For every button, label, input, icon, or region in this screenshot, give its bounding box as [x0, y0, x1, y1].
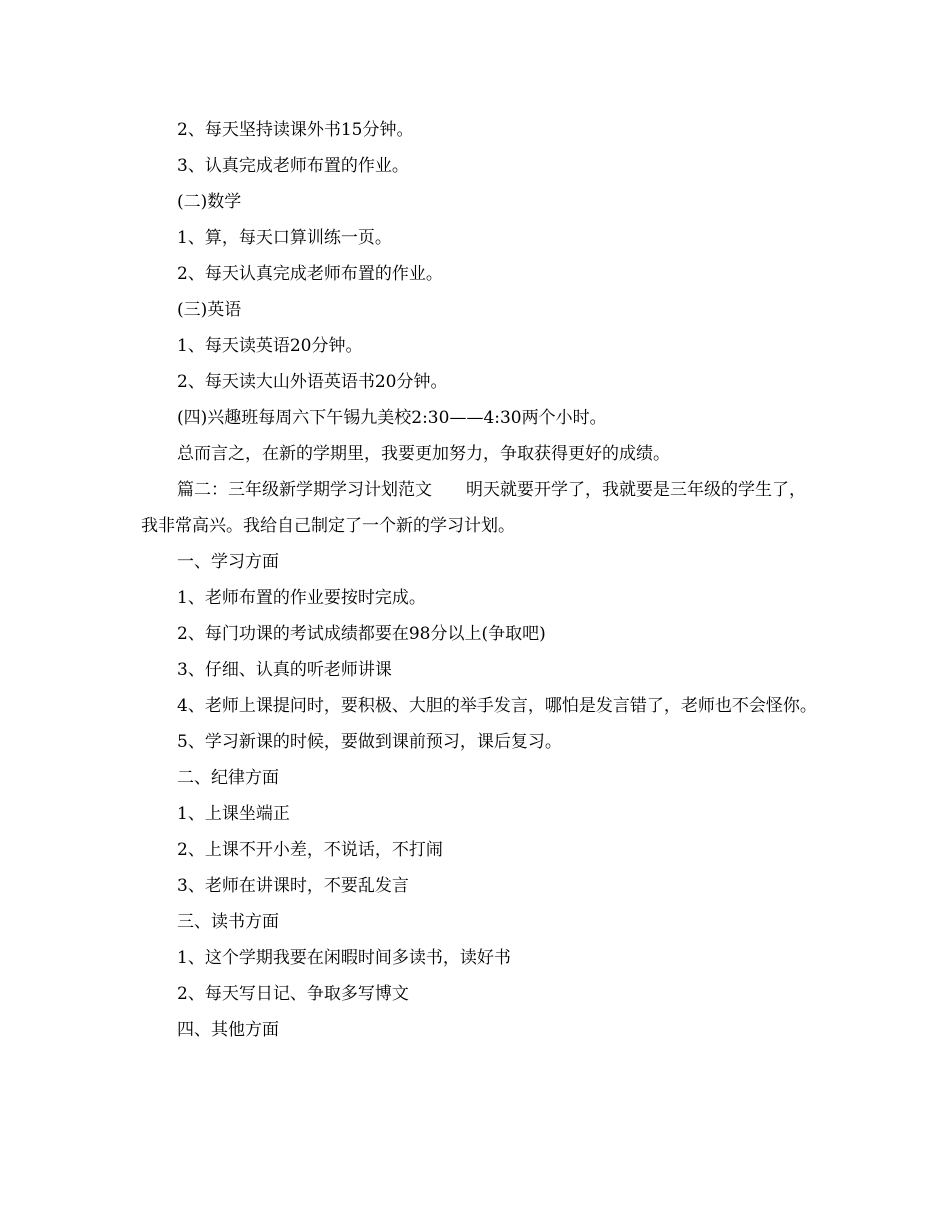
paragraph-study-1: 1、老师布置的作业要按时完成。	[177, 588, 426, 608]
paragraph-math-1: 1、算，每天口算训练一页。	[177, 228, 392, 248]
section-heading-study: 一、学习方面	[177, 552, 279, 572]
paragraph-homework: 3、认真完成老师布置的作业。	[177, 156, 409, 176]
paragraph-english-1: 1、每天读英语20分钟。	[177, 336, 363, 356]
paragraph-reading-2: 2、每天写日记、争取多写博文	[177, 984, 409, 1004]
paragraph-study-5: 5、学习新课的时候，要做到课前预习，课后复习。	[177, 732, 562, 752]
section-heading-reading: 三、读书方面	[177, 912, 279, 932]
paragraph-discipline-2: 2、上课不开小差，不说话，不打闹	[177, 840, 443, 860]
paragraph-summary: 总而言之，在新的学期里，我要更加努力，争取获得更好的成绩。	[177, 444, 670, 464]
paragraph-reading-habit: 2、每天坚持读课外书15分钟。	[177, 120, 414, 140]
paragraph-reading-1: 1、这个学期我要在闲暇时间多读书，读好书	[177, 948, 511, 968]
paragraph-interest-class: (四)兴趣班每周六下午锡九美校2:30——4:30两个小时。	[177, 408, 607, 428]
section-heading-english: (三)英语	[177, 300, 242, 320]
paragraph-study-3: 3、仔细、认真的听老师讲课	[177, 660, 392, 680]
paragraph-discipline-1: 1、上课坐端正	[177, 804, 290, 824]
paragraph-article-two-intro: 篇二：三年级新学期学习计划范文 明天就要开学了，我就要是三年级的学生了，我非常高兴。我给自己制定了一个新的学习计划。	[141, 480, 806, 536]
section-heading-discipline: 二、纪律方面	[177, 768, 279, 788]
paragraph-study-4: 4、老师上课提问时，要积极、大胆的举手发言，哪怕是发言错了，老师也不会怪你。	[177, 696, 817, 716]
section-heading-other: 四、其他方面	[177, 1020, 279, 1040]
paragraph-english-2: 2、每天读大山外语英语书20分钟。	[177, 372, 448, 392]
section-heading-math: (二)数学	[177, 192, 242, 212]
paragraph-math-2: 2、每天认真完成老师布置的作业。	[177, 264, 443, 284]
document-page	[0, 112, 950, 1048]
paragraph-study-2: 2、每门功课的考试成绩都要在98分以上(争取吧)	[177, 624, 546, 644]
paragraph-discipline-3: 3、老师在讲课时，不要乱发言	[177, 876, 409, 896]
